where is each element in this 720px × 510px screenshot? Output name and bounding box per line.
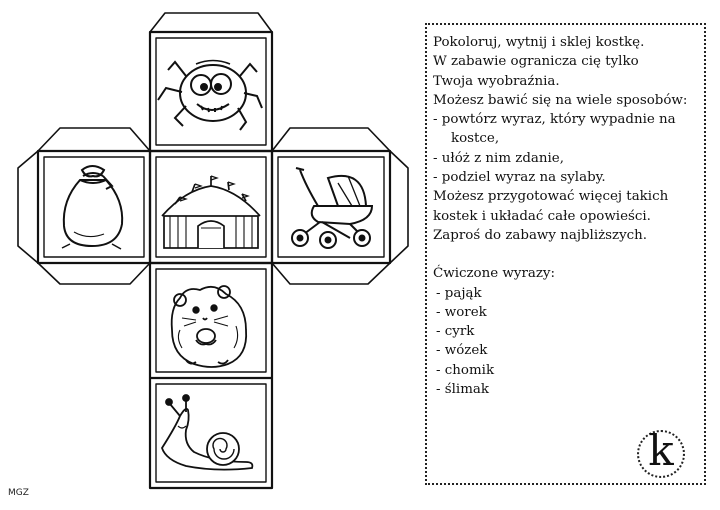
instruction-line: - podziel wyraz na sylaby. — [433, 170, 606, 186]
letter-badge — [637, 426, 685, 478]
glue-tab-right-bottom — [272, 263, 390, 284]
words-list — [433, 284, 705, 400]
word-item: - cyrk — [436, 324, 475, 340]
word-item: - pająk — [436, 285, 482, 301]
instruction-line: Możesz bawić się na wiele sposobów: — [433, 92, 688, 108]
stroller-icon — [292, 168, 372, 248]
instruction-line: Twoja wyobraźnia. — [433, 73, 560, 89]
glue-tab-left-bottom — [38, 263, 150, 284]
glue-tab-left-top — [38, 128, 150, 151]
instruction-line: Możesz przygotować więcej takich — [433, 189, 669, 205]
word-item: - wózek — [436, 343, 488, 359]
instructions-panel — [425, 23, 706, 485]
snail-icon — [162, 395, 252, 470]
glue-tab-right-side — [390, 151, 408, 263]
instruction-line: kostce, — [451, 131, 500, 147]
instruction-line: Pokoloruj, wytnij i sklej kostkę. — [433, 35, 645, 50]
word-item: - chomik — [436, 362, 495, 378]
circus-tent-icon — [162, 176, 260, 248]
instruction-line: - powtórz wyraz, który wypadnie na — [433, 112, 676, 128]
instruction-line: W zabawie ogranicza cię tylko — [433, 54, 639, 70]
word-item: - worek — [436, 304, 487, 320]
author-credit: MGZ — [8, 488, 29, 498]
instruction-line: Zaproś do zabawy najbliższych. — [433, 227, 648, 243]
instruction-line: - ułóż z nim zdanie, — [433, 150, 564, 166]
letter-k: k — [648, 426, 674, 475]
instruction-line: kostek i układać całe opowieści. — [433, 208, 651, 224]
instructions-text — [433, 33, 705, 399]
glue-tab-right-top — [272, 128, 390, 151]
spider-icon — [158, 61, 262, 131]
glue-tab-top — [150, 13, 272, 32]
word-item: - ślimak — [436, 382, 490, 398]
words-heading: Ćwiczone wyrazy: — [433, 266, 555, 282]
sack-icon — [62, 166, 122, 249]
glue-tab-left-side — [18, 151, 38, 263]
hamster-icon — [172, 286, 247, 367]
